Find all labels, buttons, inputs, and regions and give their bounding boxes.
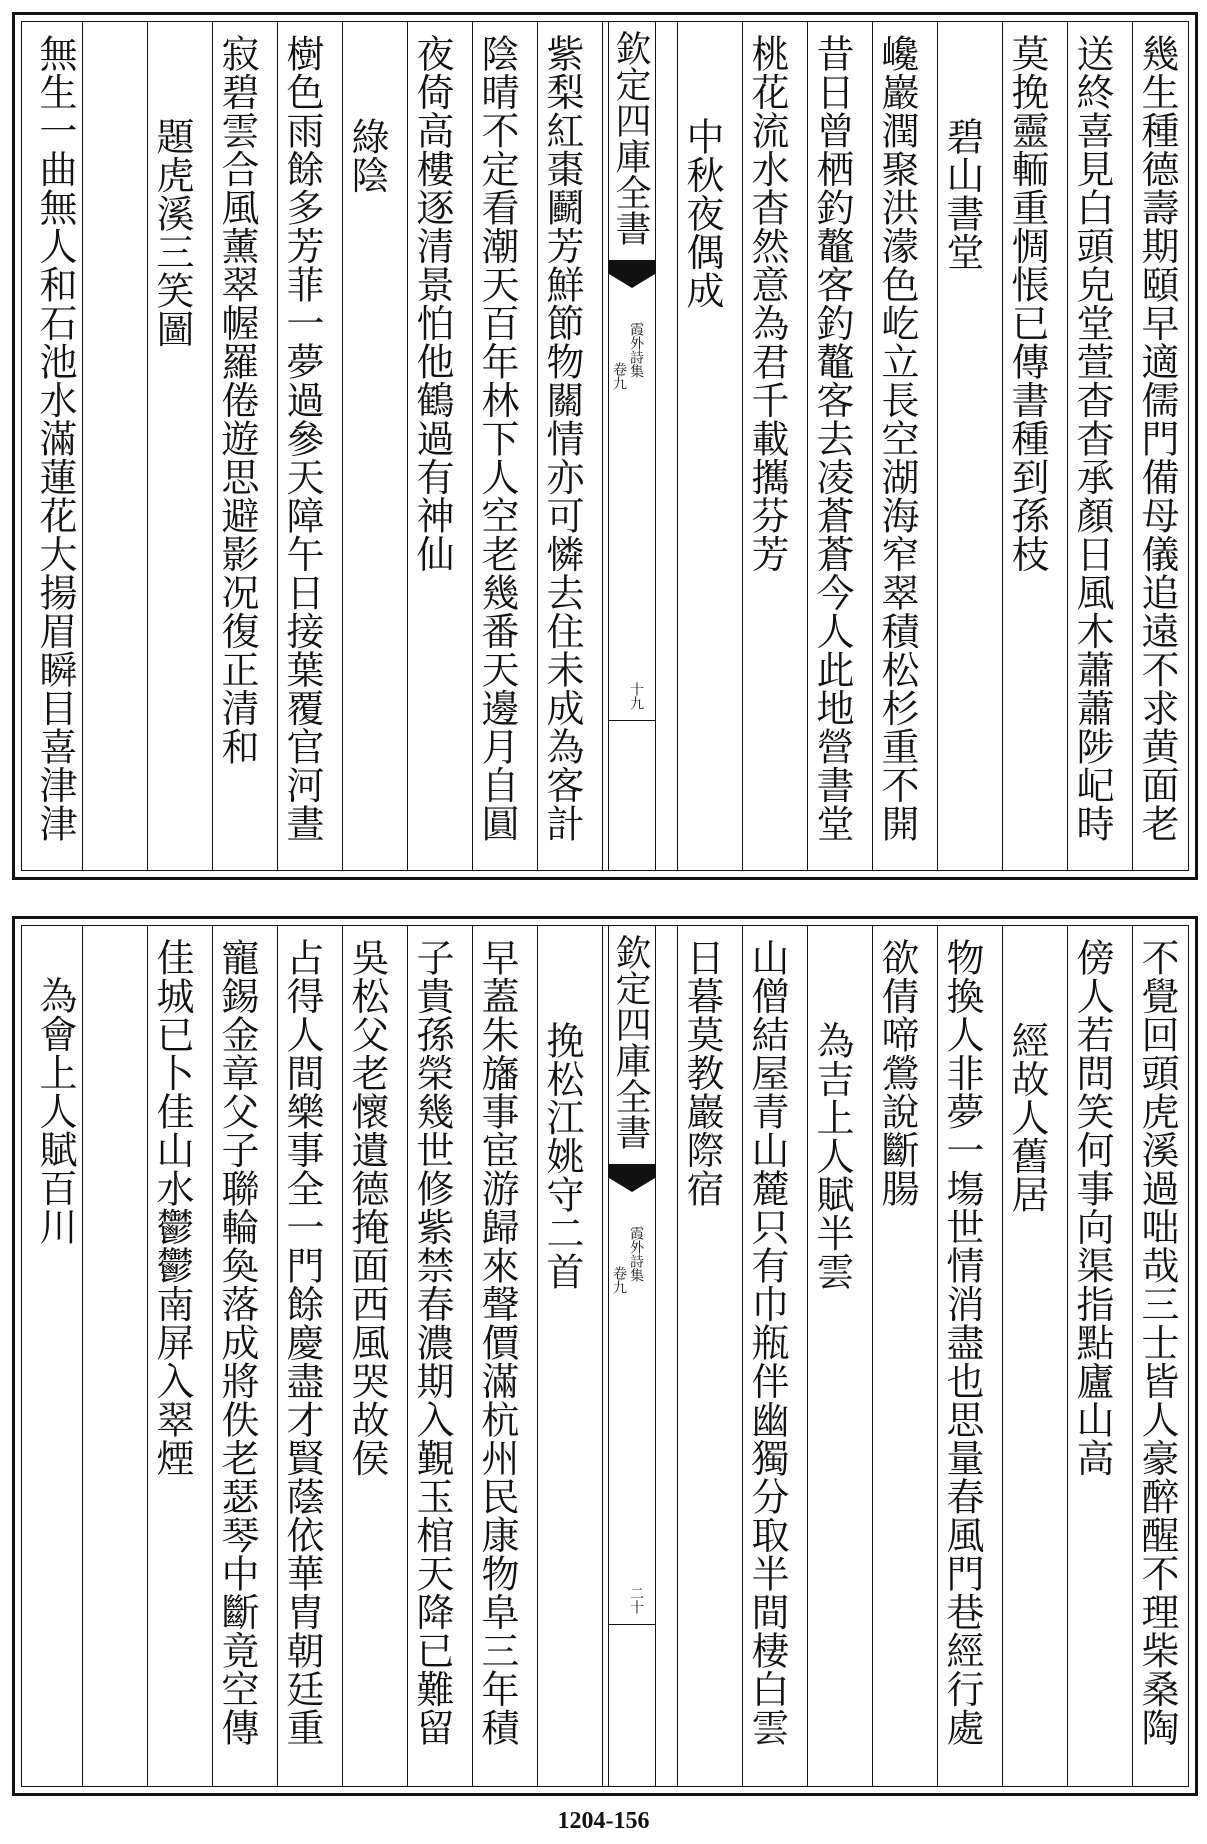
column-rule [537, 22, 538, 870]
column-rule [407, 926, 408, 1786]
poem-title: 為吉上人賦半雲 [810, 1021, 854, 1291]
header-title: 欽定四庫全書 [610, 934, 651, 1150]
strip-rule [609, 720, 655, 721]
text-column: 巉巖潤聚洪濛色屹立長空湖海窄翠積松杉重不開 [875, 34, 919, 843]
column-rule [742, 22, 743, 870]
top-page-frame [21, 21, 1189, 871]
column-rule [602, 926, 603, 1786]
column-rule [1132, 926, 1133, 1786]
text-column: 莫挽靈輀重惆悵已傳書種到孫枝 [1005, 34, 1049, 573]
column-rule [212, 22, 213, 870]
column-rule [872, 22, 873, 870]
text-column: 山僧結屋青山麓只有巾瓶伴幽獨分取半間棲白雲 [745, 938, 789, 1747]
top-page [12, 12, 1198, 880]
column-rule [602, 22, 603, 870]
column-rule [472, 926, 473, 1786]
poem-title: 綠陰 [345, 117, 389, 194]
text-column: 樹色雨餘多芳菲一夢過參天障午日接葉覆官河晝 [280, 34, 324, 843]
column-rule [937, 926, 938, 1786]
column-rule [537, 926, 538, 1786]
column-rule [277, 926, 278, 1786]
column-rule [937, 22, 938, 870]
column-rule [807, 22, 808, 870]
column-rule [1067, 926, 1068, 1786]
page-number: 十九 [628, 682, 644, 710]
column-rule [807, 926, 808, 1786]
poem-title: 挽松江姚守二首 [540, 1021, 584, 1291]
column-rule [147, 22, 148, 870]
column-rule [872, 926, 873, 1786]
text-column: 吳松父老懷遺德掩面西風哭故侯 [345, 938, 389, 1477]
text-column: 傍人若問笑何事向渠指點廬山高 [1070, 938, 1114, 1477]
column-rule [742, 926, 743, 1786]
text-column: 寵錫金章父子聯輪奐落成將佚老瑟琴中斷竟空傳 [215, 938, 259, 1747]
book-title: 霞外詩集 [628, 322, 644, 378]
book-title: 霞外詩集 [628, 1226, 644, 1282]
column-rule [1002, 22, 1003, 870]
text-column: 紫梨紅棗鬬芳鮮節物關情亦可憐去住未成為客計 [540, 34, 584, 843]
column-rule [82, 22, 83, 870]
poem-title: 題虎溪三笑圖 [150, 117, 194, 348]
text-column: 無生一曲無人和石池水滿蓮花大揚眉瞬目喜津津 [33, 34, 77, 843]
poem-title: 碧山書堂 [940, 117, 984, 271]
poem-title: 為會上人賦百川 [33, 976, 77, 1246]
column-rule [342, 926, 343, 1786]
text-column: 昔日曾栖釣鼇客釣鼇客去凌蒼蒼今人此地營書堂 [810, 34, 854, 843]
column-rule [212, 926, 213, 1786]
bottom-page [12, 916, 1198, 1796]
bottom-page-frame [21, 925, 1189, 1787]
column-rule [342, 22, 343, 870]
column-rule [1002, 926, 1003, 1786]
text-column: 日暮莫教巖際宿 [680, 938, 724, 1208]
center-strip [608, 926, 656, 1786]
column-rule [1067, 22, 1068, 870]
column-rule [277, 22, 278, 870]
text-column: 夜倚高樓逐清景怕他鶴過有神仙 [410, 34, 454, 573]
strip-rule [609, 1624, 655, 1625]
column-rule [82, 926, 83, 1786]
text-column: 佳城已卜佳山水鬱鬱南屏入翠煙 [150, 938, 194, 1477]
fishtail-mark [609, 260, 655, 290]
text-column: 不覺回頭虎溪過咄哉三士皆人豪醉醒不理柴桑陶 [1135, 938, 1179, 1747]
text-column: 早蓋朱旛事宦游歸來聲價滿杭州民康物阜三年積 [475, 938, 519, 1747]
column-rule [1132, 22, 1133, 870]
text-column: 陰晴不定看潮天百年林下人空老幾番天邊月自圓 [475, 34, 519, 843]
text-column: 物換人非夢一塲世情消盡也思量春風門巷經行處 [940, 938, 984, 1747]
header-title: 欽定四庫全書 [610, 30, 651, 246]
poem-title: 中秋夜偶成 [680, 117, 724, 310]
volume-label: 卷九 [611, 1266, 627, 1294]
column-rule [407, 22, 408, 870]
page-number: 二十 [628, 1586, 644, 1614]
fishtail-mark [609, 1164, 655, 1194]
text-column: 子貴孫榮幾世修紫禁春濃期入覲玉棺天降已難留 [410, 938, 454, 1747]
text-column: 送終喜見白頭皃堂萱杳杳承顏日風木蕭蕭陟屺時 [1070, 34, 1114, 843]
text-column: 桃花流水杳然意為君千載𢹂芬芳 [745, 34, 789, 573]
text-column: 欲倩啼鶯說斷腸 [875, 938, 919, 1208]
poem-title: 經故人舊居 [1005, 1021, 1049, 1214]
column-rule [677, 22, 678, 870]
text-column: 寂碧雲合風薰翠幄羅倦遊思避影况復正清和 [215, 34, 259, 766]
column-rule [472, 22, 473, 870]
center-strip [608, 22, 656, 870]
text-column: 幾生種德壽期頤早適儒門備母儀追遠不求黄面老 [1135, 34, 1179, 843]
volume-label: 卷九 [611, 362, 627, 390]
text-column: 占得人間樂事全一門餘慶盡才賢蔭依華胄朝廷重 [280, 938, 324, 1747]
footer-code: 1204-156 [557, 1808, 650, 1834]
column-rule [677, 926, 678, 1786]
column-rule [147, 926, 148, 1786]
